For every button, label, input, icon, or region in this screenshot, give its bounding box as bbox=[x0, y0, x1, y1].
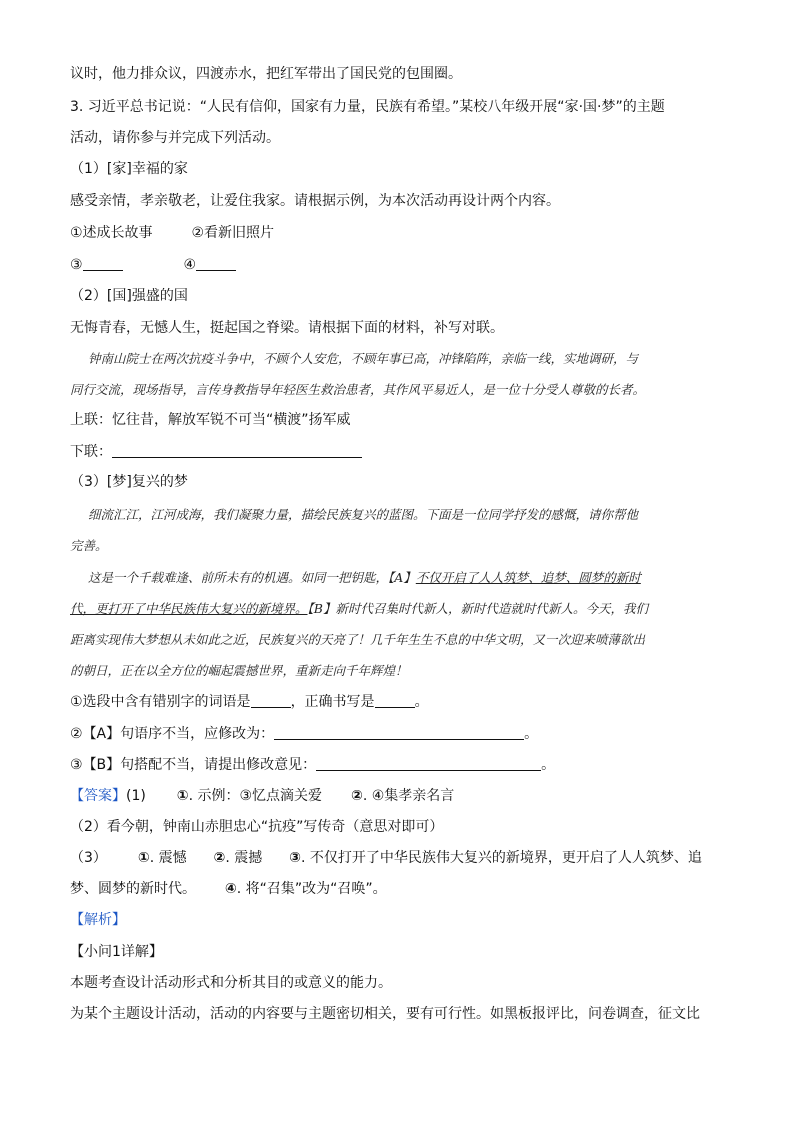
sub-question-text: ②【A】句语序不当，应修改为： bbox=[70, 726, 275, 742]
example-item: ①述成长故事 bbox=[70, 225, 153, 241]
material-text: 距离实现伟大梦想从未如此之近，民族复兴的天亮了！几千年生生不息的中华文明，又一次迎来喷薄欲出 bbox=[70, 632, 646, 647]
answer-part: （3） bbox=[70, 850, 107, 866]
section-heading: （3）[梦]复兴的梦 bbox=[70, 474, 188, 490]
answer-text: . 示例：③忆点滴关爱 bbox=[188, 788, 323, 804]
text-line: 活动，请你参与并完成下列活动。 bbox=[70, 130, 280, 146]
answer-blank[interactable] bbox=[316, 756, 541, 771]
number-marker: ② bbox=[213, 850, 226, 866]
sub-question bbox=[70, 724, 538, 744]
answer-blank[interactable] bbox=[251, 693, 291, 708]
sub-question-text: 。 bbox=[541, 757, 556, 773]
answer-text: . ④集孝亲名言 bbox=[362, 788, 455, 804]
material-text bbox=[88, 568, 641, 588]
answer-blank[interactable] bbox=[375, 693, 415, 708]
answer-line bbox=[70, 848, 702, 868]
number-marker: ② bbox=[350, 788, 363, 804]
sub-question-text: ，正确书写是 bbox=[290, 694, 375, 710]
sub-question-text: 。 bbox=[414, 694, 429, 710]
material-fragment: 【B】新时代召集时代新人，新时代造就时代新人。今天，我们 bbox=[307, 601, 648, 616]
question-3-intro: 3. 习近平总书记说：“人民有信仰，国家有力量，民族有希望。”某校八年级开展“家·国·梦”的主题 bbox=[70, 99, 665, 115]
number-marker: ① bbox=[176, 788, 189, 804]
answer-text: . 震憾 bbox=[149, 850, 187, 866]
sub-question-text: 。 bbox=[524, 726, 539, 742]
text-line: 感受亲情，孝亲敬老，让爱住我家。请根据示例，为本次活动再设计两个内容。 bbox=[70, 193, 560, 209]
answer-text: . 震撼 bbox=[225, 850, 263, 866]
sub-question bbox=[70, 755, 555, 775]
answer-text: . 将“召集”改为“召唤”。 bbox=[236, 881, 387, 897]
material-fragment: 这是一个千载难逢、前所未有的机遇。如同一把钥匙，【A】 bbox=[88, 570, 416, 585]
answer-part: (1) bbox=[126, 788, 146, 804]
blank-line bbox=[70, 255, 236, 275]
material-text: 同行交流，现场指导，言传身教指导年轻医生救治患者，其作风平易近人，是一位十分受人尊敬的长者。 bbox=[70, 382, 646, 397]
number-marker: ① bbox=[137, 850, 150, 866]
answer-label: 【答案】 bbox=[70, 788, 126, 804]
couplet-lower-label: 下联： bbox=[70, 444, 112, 460]
answer-line: （2）看今朝，钟南山赤胆忠心“抗疫”写传奇（意思对即可） bbox=[70, 819, 444, 835]
answer-blank[interactable] bbox=[196, 256, 236, 271]
answer-blank[interactable] bbox=[274, 725, 524, 740]
blank-label: ③ bbox=[70, 257, 83, 273]
blank-label: ④ bbox=[183, 257, 197, 273]
answer-line bbox=[70, 879, 387, 899]
answer-blank[interactable] bbox=[83, 256, 123, 271]
couplet-upper: 上联：忆往昔，解放军锐不可当“横渡”扬军威 bbox=[70, 412, 351, 428]
section-heading: （2）[国]强盛的国 bbox=[70, 288, 188, 304]
material-text bbox=[70, 599, 648, 619]
answer-text: 梦、圆梦的新时代。 bbox=[70, 881, 196, 897]
material-text: 钟南山院士在两次抗疫斗争中，不顾个人安危，不顾年事已高，冲锋陷阵，亲临一线，实地调研，与 bbox=[88, 351, 639, 366]
number-marker: ③ bbox=[289, 850, 302, 866]
couplet-lower bbox=[70, 442, 362, 462]
example-item: ②看新旧照片 bbox=[191, 225, 275, 241]
analysis-text: 本题考查设计活动形式和分析其目的或意义的能力。 bbox=[70, 975, 392, 991]
sub-question bbox=[70, 692, 429, 712]
answer-text: . 不仅打开了中华民族伟大复兴的新境界，更开启了人人筑梦、追 bbox=[301, 850, 702, 866]
text-line: 无悔青春，无憾人生，挺起国之脊梁。请根据下面的材料，补写对联。 bbox=[70, 320, 504, 336]
sentence-a-underlined: 不仅开启了人人筑梦、追梦、圆梦的新时 bbox=[415, 570, 641, 585]
analysis-label: 【解析】 bbox=[70, 912, 126, 928]
analysis-text: 为某个主题设计活动，活动的内容要与主题密切相关，要有可行性。如黑板报评比，问卷调查，征文比 bbox=[70, 1006, 700, 1022]
material-text: 的朝日，正在以全方位的崛起震撼世界，重新走向千年辉煌！ bbox=[70, 663, 408, 678]
answer-line bbox=[70, 786, 454, 806]
answer-blank[interactable] bbox=[112, 443, 362, 458]
sub-question-text: ③【B】句搭配不当，请提出修改意见： bbox=[70, 757, 317, 773]
sentence-a-underlined: 代，更打开了中华民族伟大复兴的新境界。 bbox=[70, 601, 308, 616]
text-line: 议时，他力排众议，四渡赤水，把红军带出了国民党的包围圈。 bbox=[70, 66, 462, 82]
material-text: 细流汇江，江河成海，我们凝聚力量，描绘民族复兴的蓝图。下面是一位同学抒发的感慨，请你帮他 bbox=[88, 507, 639, 522]
example-line bbox=[70, 223, 274, 243]
sub-heading: 【小问1详解】 bbox=[70, 944, 163, 960]
number-marker: ④ bbox=[224, 881, 237, 897]
sub-question-text: ①选段中含有错别字的词语是 bbox=[70, 694, 251, 710]
section-heading: （1）[家]幸福的家 bbox=[70, 161, 188, 177]
material-text: 完善。 bbox=[70, 538, 108, 553]
